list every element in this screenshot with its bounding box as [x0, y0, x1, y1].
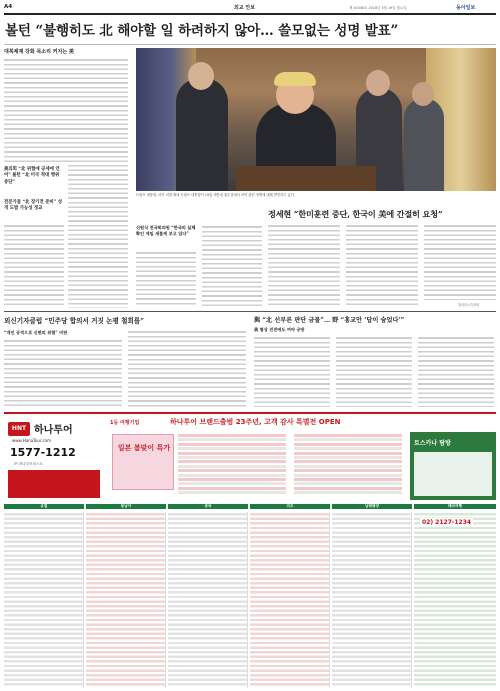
advertisement: [4, 412, 496, 688]
ad-brand-block: [4, 416, 104, 500]
left-subhead-3: 전문가들 “北 장기전 준비” 성격 도발 가능성 정교: [4, 200, 62, 212]
section-label: 외교 안보: [234, 5, 256, 11]
ad-campaign-banner: [108, 416, 496, 430]
desk-shape: [236, 166, 376, 191]
right-article-byline: 워싱턴=특파원: [458, 303, 480, 307]
bottom-left-subhead: “개인 공격으로 신변의 위협” 비판: [4, 330, 68, 335]
left-body-2: [4, 224, 64, 308]
mid-left-article: [136, 209, 262, 308]
hnt-logo: HNT: [8, 422, 30, 436]
ad-brand-name: 하나투어: [34, 425, 73, 436]
ad-region-tabs: [4, 504, 496, 510]
left-body-3: [68, 58, 128, 308]
page-header: [4, 3, 496, 13]
left-article: [4, 48, 128, 310]
tab-theme-travel[interactable]: 테마여행: [414, 504, 496, 509]
tab-south-pacific[interactable]: 남태평양: [332, 504, 412, 509]
news-photo: [136, 48, 496, 191]
tab-china[interactable]: 중국: [168, 504, 248, 509]
ad-agency: ㈜ 하나투어리스트: [14, 462, 44, 466]
ad-side-phone[interactable]: 02) 2127-1234: [422, 519, 472, 526]
masthead: 동아일보: [456, 5, 476, 11]
person-left: [176, 78, 228, 191]
ad-side-block: [410, 432, 496, 500]
person-far-right-head: [412, 82, 434, 106]
left-subhead-2: 美의회 “北 위협에 공세에 언어” 볼턴 “北 미국 적대 행위 중단”: [4, 167, 60, 185]
header-rule: [4, 13, 496, 15]
issue-info: 제 30346호 2018년 3월 19일 월요일: [349, 6, 407, 10]
tab-southeast-asia[interactable]: 동남아: [86, 504, 166, 509]
person-far-right: [404, 98, 444, 191]
ad-brand-band: [8, 470, 100, 498]
left-subhead-1: 대북제재 강화 목소리 커지는 美: [4, 49, 74, 55]
bottom-right-subhead: 美 협상 진전에도 여야 공방: [254, 327, 305, 332]
right-article-headline: 정세현 “한미훈련 중단, 한국이 美에 간절히 요청”: [268, 209, 443, 219]
section-rule-1: [4, 311, 496, 312]
tab-americas[interactable]: 미주: [250, 504, 330, 509]
photo-caption: 트럼프 대통령, 마약 처벌 확대 트럼프 대통령이 15일 대통령 집무실에서 마약 관련 정책에 대해 발언하고 있다: [136, 193, 294, 197]
person-center-hair: [274, 72, 316, 86]
ad-promo-badge: 일본 봄맞이 특가: [112, 434, 174, 490]
bottom-left-headline: 외신기자클럽 “민주당 합의서 거짓 논평 철회를”: [4, 317, 145, 325]
mid-left-title: 신원식 전국회의원 “한국의 실체 확인 게임 새롭게 보고 있다”: [136, 225, 196, 236]
tab-europe[interactable]: 유럽: [4, 504, 84, 509]
bottom-left-article: [4, 315, 248, 409]
page-number: A4: [4, 4, 13, 10]
main-headline: 볼턴 “불행히도 北 해야할 일 하려하지 않아… 쓸모없는 성명 발표”: [5, 23, 399, 39]
ad-phone[interactable]: 1577-1212: [10, 446, 76, 459]
person-right-head: [366, 70, 390, 96]
headline-rule: [4, 44, 496, 45]
person-left-head: [188, 62, 214, 90]
ad-deal-list: [178, 434, 406, 498]
ad-campaign-title: 하나투어 브랜드출범 23주년, 고객 감사 특별전 OPEN: [170, 418, 341, 426]
right-article-body: [268, 224, 496, 308]
ad-url: www.HanaTour.com: [12, 438, 52, 443]
ad-product-grid: [4, 512, 496, 688]
ad-side-title: 토스카나 탐방: [414, 440, 451, 447]
ad-campaign-prefix: 1등 여행기업: [110, 420, 140, 426]
bottom-right-headline: 與 “北 선부른 판단 금물”… 野 “홍교안 ‘답이 숨었다’”: [254, 317, 405, 324]
bottom-right-article: [254, 315, 496, 409]
